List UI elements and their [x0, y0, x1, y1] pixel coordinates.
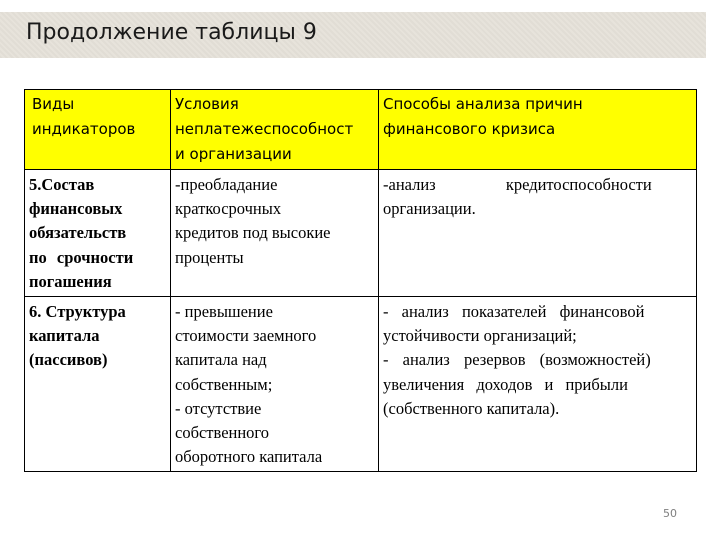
cell-line: капитала над — [175, 350, 267, 370]
cell-line: по срочности — [29, 247, 134, 267]
cell-line: (собственного капитала). — [383, 398, 560, 418]
header-conditions — [171, 90, 379, 170]
title-bar — [0, 12, 706, 58]
cell-line: собственным; — [175, 374, 273, 394]
cell-line: - превышение — [175, 302, 273, 322]
header-text: Способы анализа причин — [383, 95, 583, 113]
header-text: неплатежеспособност — [175, 120, 354, 138]
cell-line: 5.Состав — [29, 175, 95, 194]
table-row — [25, 170, 697, 297]
table-header-row — [25, 90, 697, 170]
header-text: Условия — [175, 95, 239, 113]
header-text: и организации — [175, 145, 292, 163]
cell-line: финансовых — [29, 199, 123, 219]
cell-line: стоимости заемного — [175, 326, 317, 346]
slide-title: Продолжение таблицы 9 — [26, 20, 317, 45]
header-methods — [379, 90, 697, 170]
table-row — [25, 297, 697, 472]
cell-line: погашения — [29, 271, 112, 291]
header-text: Виды — [32, 95, 75, 113]
cell-line: - анализ показателей финансовой — [383, 302, 645, 322]
cell-line: организации. — [383, 199, 476, 219]
cell-line: проценты — [175, 247, 244, 267]
cell-line: - отсутствие — [175, 398, 262, 418]
indicator-cell — [25, 170, 171, 297]
cell-line: - анализ резервов (возможностей) — [383, 350, 651, 370]
methods-cell — [379, 297, 697, 472]
conditions-cell — [171, 170, 379, 297]
header-text: индикаторов — [32, 120, 136, 138]
cell-line: краткосрочных — [175, 199, 282, 219]
cell-line: увеличения доходов и прибыли — [383, 374, 628, 394]
cell-line: (пассивов) — [29, 350, 108, 370]
cell-line: обязательств — [29, 223, 127, 243]
cell-line: оборотного капитала — [175, 447, 323, 467]
cell-line: -анализ кредитоспособности — [383, 175, 652, 194]
cell-line: кредитов под высокие — [175, 223, 331, 243]
cell-line: устойчивости организаций; — [383, 326, 577, 346]
header-text: финансового кризиса — [383, 120, 556, 138]
cell-line: капитала — [29, 326, 100, 346]
page-number: 50 — [663, 507, 677, 520]
header-indicators — [25, 90, 171, 170]
indicators-table — [24, 89, 697, 472]
methods-cell — [379, 170, 697, 297]
indicator-cell — [25, 297, 171, 472]
conditions-cell — [171, 297, 379, 472]
cell-line: 6. Структура — [29, 302, 126, 322]
cell-line: -преобладание — [175, 175, 278, 194]
cell-line: собственного — [175, 423, 270, 443]
